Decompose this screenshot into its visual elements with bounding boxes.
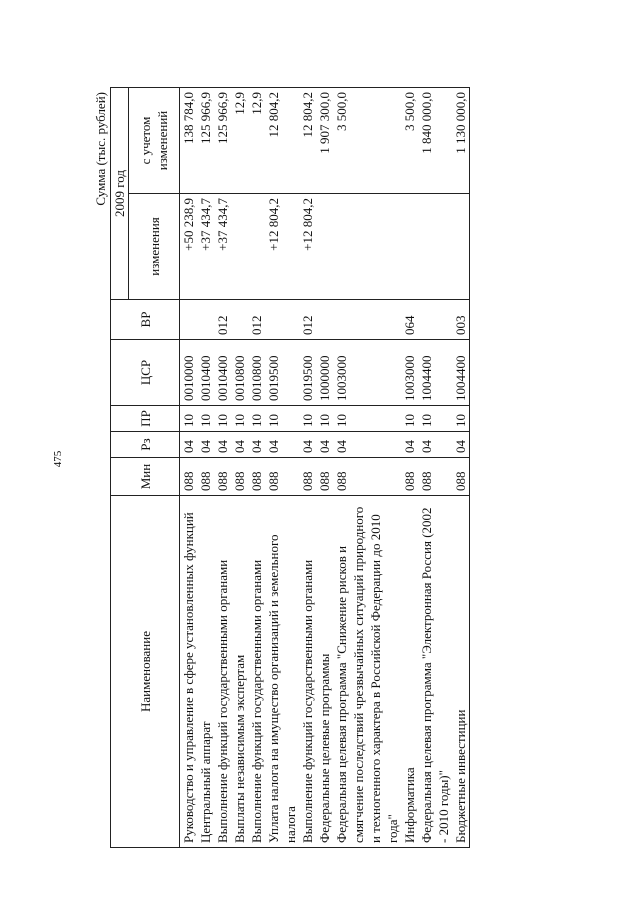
row-pr: 10: [316, 406, 333, 432]
row-min: 088: [180, 458, 198, 496]
row-total: 12,9: [248, 88, 265, 194]
row-rz: 04: [248, 432, 265, 458]
table-row: [401, 88, 418, 848]
row-rz: 04: [401, 432, 418, 458]
row-rz: 04: [197, 432, 214, 458]
row-min: 088: [418, 458, 452, 496]
row-csr: 1003000: [333, 340, 401, 406]
table-row: [452, 88, 470, 848]
row-changes: +50 238,9: [180, 194, 198, 300]
row-changes: [452, 194, 470, 300]
row-total: 3 500,0: [333, 88, 401, 194]
row-pr: 10: [452, 406, 470, 432]
row-min: 088: [214, 458, 231, 496]
row-rz: 04: [452, 432, 470, 458]
row-changes: +37 434,7: [214, 194, 231, 300]
row-changes: +12 804,2: [299, 194, 316, 300]
row-pr: 10: [214, 406, 231, 432]
row-changes: [316, 194, 333, 300]
row-total: 1 907 300,0: [316, 88, 333, 194]
row-vr: 012: [299, 300, 316, 340]
row-rz: 04: [265, 432, 299, 458]
row-name: Бюджетные инвестиции: [452, 496, 470, 848]
row-vr: [231, 300, 248, 340]
row-csr: 1004400: [418, 340, 452, 406]
header-pr: ПР: [111, 406, 180, 432]
table-row: [316, 88, 333, 848]
row-changes: [333, 194, 401, 300]
row-name: Выполнение функций государственными органами: [214, 496, 231, 848]
row-rz: 04: [316, 432, 333, 458]
table-row: [418, 88, 452, 848]
table-row: [248, 88, 265, 848]
row-pr: 10: [299, 406, 316, 432]
row-vr: 012: [248, 300, 265, 340]
row-changes: [248, 194, 265, 300]
row-min: 088: [265, 458, 299, 496]
row-total: 3 500,0: [401, 88, 418, 194]
row-pr: 10: [248, 406, 265, 432]
row-vr: [316, 300, 333, 340]
row-min: 088: [316, 458, 333, 496]
row-changes: [418, 194, 452, 300]
row-changes: [401, 194, 418, 300]
row-changes: [231, 194, 248, 300]
row-csr: 0010000: [180, 340, 198, 406]
table-row: [299, 88, 316, 848]
header-rz: Рз: [111, 432, 180, 458]
row-total: 12 804,2: [265, 88, 299, 194]
unit-caption: Сумма (тыс. рублей): [93, 92, 108, 206]
row-rz: 04: [418, 432, 452, 458]
row-total: 1 840 000,0: [418, 88, 452, 194]
row-pr: 10: [333, 406, 401, 432]
row-csr: 0019500: [265, 340, 299, 406]
row-csr: 1003000: [401, 340, 418, 406]
row-csr: 0010400: [214, 340, 231, 406]
row-name: Федеральная целевая программа "Электронная Россия (2002 - 2010 годы)": [418, 496, 452, 848]
row-csr: 0010800: [248, 340, 265, 406]
row-min: 088: [333, 458, 401, 496]
row-rz: 04: [214, 432, 231, 458]
budget-table: [110, 87, 470, 848]
row-name: Федеральная целевая программа "Снижение рисков и смягчение последствий чрезвычайных ситуаций природного и техногенного характера в Российской Федерации до 2010 года": [333, 496, 401, 848]
row-min: 088: [197, 458, 214, 496]
row-rz: 04: [333, 432, 401, 458]
row-min: 088: [452, 458, 470, 496]
row-vr: [197, 300, 214, 340]
row-total: 12,9: [231, 88, 248, 194]
table-row: [231, 88, 248, 848]
row-changes: +37 434,7: [197, 194, 214, 300]
row-vr: [180, 300, 198, 340]
table-body: [180, 88, 470, 848]
row-vr: 003: [452, 300, 470, 340]
row-total: 125 966,9: [214, 88, 231, 194]
row-name: Руководство и управление в сфере установленных функций: [180, 496, 198, 848]
header-name: Наименование: [111, 496, 180, 848]
row-name: Уплата налога на имущество организаций и земельного налога: [265, 496, 299, 848]
row-name: Выполнение функций государственными органами: [299, 496, 316, 848]
row-total: 1 130 000,0: [452, 88, 470, 194]
row-vr: [333, 300, 401, 340]
row-rz: 04: [180, 432, 198, 458]
row-total: 125 966,9: [197, 88, 214, 194]
row-name: Выполнение функций государственными органами: [248, 496, 265, 848]
row-vr: [265, 300, 299, 340]
row-vr: 012: [214, 300, 231, 340]
row-pr: 10: [418, 406, 452, 432]
page-number: 475: [52, 450, 64, 468]
header-min: Мин: [111, 458, 180, 496]
row-vr: [418, 300, 452, 340]
header-year: 2009 год: [111, 88, 129, 300]
row-pr: 10: [180, 406, 198, 432]
header-with-changes: с учетом изменений: [129, 88, 180, 194]
row-changes: +12 804,2: [265, 194, 299, 300]
row-min: 088: [231, 458, 248, 496]
row-name: Информатика: [401, 496, 418, 848]
row-vr: 064: [401, 300, 418, 340]
table-row: [265, 88, 299, 848]
row-pr: 10: [197, 406, 214, 432]
row-name: Выплаты независимым экспертам: [231, 496, 248, 848]
row-min: 088: [248, 458, 265, 496]
row-rz: 04: [299, 432, 316, 458]
row-csr: 0010400: [197, 340, 214, 406]
row-total: 138 784,0: [180, 88, 198, 194]
row-min: 088: [401, 458, 418, 496]
row-csr: 0019500: [299, 340, 316, 406]
row-rz: 04: [231, 432, 248, 458]
row-csr: 1004400: [452, 340, 470, 406]
row-csr: 0010800: [231, 340, 248, 406]
row-total: 12 804,2: [299, 88, 316, 194]
row-pr: 10: [265, 406, 299, 432]
header-csr: ЦСР: [111, 340, 180, 406]
row-min: 088: [299, 458, 316, 496]
row-name: Центральный аппарат: [197, 496, 214, 848]
table-row: [197, 88, 214, 848]
table-row: [180, 88, 198, 848]
header-changes: изменения: [129, 194, 180, 300]
table-row: [333, 88, 401, 848]
row-name: Федеральные целевые программы: [316, 496, 333, 848]
rotated-table-container: [92, 88, 592, 848]
row-csr: 1000000: [316, 340, 333, 406]
row-pr: 10: [401, 406, 418, 432]
row-pr: 10: [231, 406, 248, 432]
table-row: [214, 88, 231, 848]
header-vr: ВР: [111, 300, 180, 340]
